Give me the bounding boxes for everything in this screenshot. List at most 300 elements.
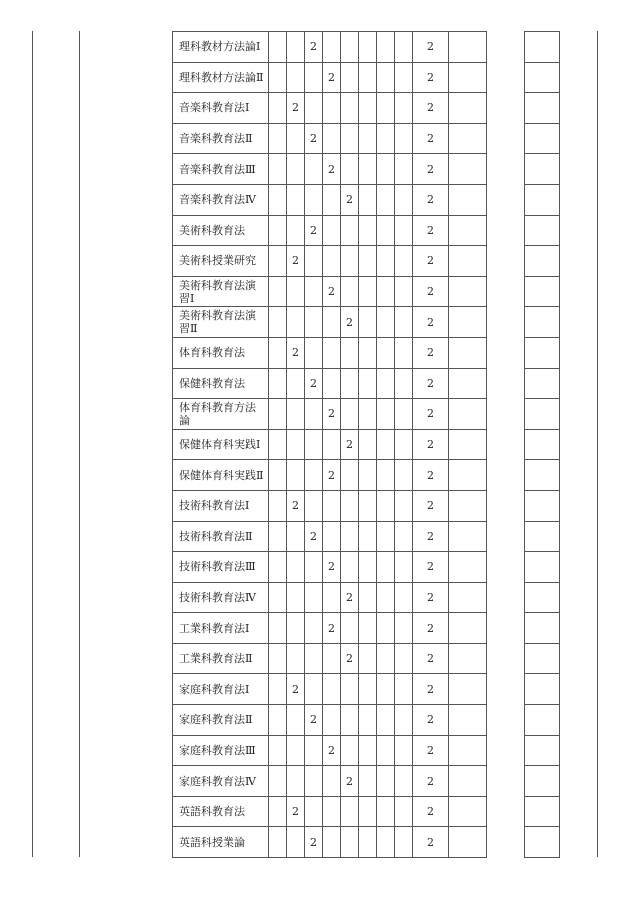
spacer-cell [487,337,525,368]
spacer-cell [487,32,525,63]
empty-cell [359,276,377,307]
last-column-cell [525,307,560,338]
last-column-cell [525,490,560,521]
credits-cell: 2 [413,460,449,491]
credits-cell: 2 [413,429,449,460]
empty-cell [305,490,323,521]
remarks-cell [449,307,487,338]
course-table-body [173,32,560,858]
credits-cell: 2 [413,32,449,63]
last-column-cell [525,215,560,246]
empty-cell [341,215,359,246]
semester-credit-cell: 2 [341,184,359,215]
empty-cell [359,735,377,766]
remarks-cell [449,521,487,552]
semester-credit-cell: 2 [323,399,341,430]
course-name: 技術科教育法Ⅳ [173,582,269,613]
course-name: 工業科教育法Ⅱ [173,643,269,674]
empty-cell [395,123,413,154]
empty-cell [395,521,413,552]
last-column-cell [525,368,560,399]
last-column-cell [525,32,560,63]
course-name: 保健科教育法 [173,368,269,399]
credits-cell: 2 [413,337,449,368]
last-column-cell [525,337,560,368]
empty-cell [305,307,323,338]
empty-cell [395,62,413,93]
semester-credit-cell: 2 [341,643,359,674]
empty-cell [395,32,413,63]
table-row [173,276,560,307]
empty-cell [341,93,359,124]
empty-cell [377,32,395,63]
last-column-cell [525,123,560,154]
empty-cell [359,429,377,460]
empty-cell [341,827,359,858]
empty-cell [395,246,413,277]
course-name: 体育科教育方法論 [173,399,269,430]
empty-cell [269,460,287,491]
course-name: 美術科教育法 [173,215,269,246]
table-row [173,766,560,797]
empty-cell [377,93,395,124]
empty-cell [323,32,341,63]
spacer-cell [487,307,525,338]
empty-cell [287,368,305,399]
empty-cell [359,766,377,797]
semester-credit-cell: 2 [323,460,341,491]
table-row [173,674,560,705]
remarks-cell [449,429,487,460]
spacer-cell [487,399,525,430]
empty-cell [305,643,323,674]
course-name: 英語科教育法 [173,796,269,827]
empty-cell [395,337,413,368]
empty-cell [305,460,323,491]
credits-cell: 2 [413,399,449,430]
credits-cell: 2 [413,368,449,399]
empty-cell [341,337,359,368]
empty-cell [269,674,287,705]
semester-credit-cell: 2 [341,766,359,797]
spacer-cell [487,215,525,246]
remarks-cell [449,215,487,246]
empty-cell [359,521,377,552]
credits-cell: 2 [413,490,449,521]
empty-cell [305,337,323,368]
remarks-cell [449,613,487,644]
empty-cell [359,796,377,827]
last-column-cell [525,154,560,185]
empty-cell [359,215,377,246]
remarks-cell [449,766,487,797]
empty-cell [341,705,359,736]
credits-cell: 2 [413,276,449,307]
empty-cell [305,276,323,307]
empty-cell [377,705,395,736]
last-column-cell [525,62,560,93]
course-name: 音楽科教育法Ⅳ [173,184,269,215]
course-name: 保健体育科実践Ⅱ [173,460,269,491]
empty-cell [269,368,287,399]
empty-cell [359,490,377,521]
empty-cell [359,552,377,583]
empty-cell [359,674,377,705]
empty-cell [269,735,287,766]
empty-cell [287,184,305,215]
table-row [173,521,560,552]
semester-credit-cell: 2 [341,582,359,613]
spacer-cell [487,62,525,93]
course-name: 体育科教育法 [173,337,269,368]
empty-cell [377,643,395,674]
empty-cell [395,399,413,430]
spacer-cell [487,643,525,674]
table-row [173,613,560,644]
empty-cell [377,613,395,644]
credits-cell: 2 [413,796,449,827]
empty-cell [395,184,413,215]
empty-cell [359,184,377,215]
empty-cell [359,399,377,430]
last-column-cell [525,429,560,460]
empty-cell [359,307,377,338]
spacer-cell [487,705,525,736]
empty-cell [323,766,341,797]
empty-cell [395,705,413,736]
empty-cell [395,154,413,185]
last-column-cell [525,827,560,858]
empty-cell [323,705,341,736]
course-name: 理科教材方法論Ⅱ [173,62,269,93]
last-column-cell [525,613,560,644]
empty-cell [323,490,341,521]
credits-cell: 2 [413,705,449,736]
empty-cell [377,766,395,797]
empty-cell [395,460,413,491]
empty-cell [269,123,287,154]
course-name: 理科教材方法論Ⅰ [173,32,269,63]
remarks-cell [449,154,487,185]
course-name: 美術科授業研究 [173,246,269,277]
course-name: 技術科教育法Ⅰ [173,490,269,521]
spacer-cell [487,735,525,766]
remarks-cell [449,123,487,154]
empty-cell [395,766,413,797]
empty-cell [323,123,341,154]
empty-cell [269,766,287,797]
spacer-cell [487,429,525,460]
empty-cell [395,93,413,124]
empty-cell [341,368,359,399]
last-column-cell [525,460,560,491]
credits-cell: 2 [413,827,449,858]
spacer-cell [487,613,525,644]
empty-cell [395,796,413,827]
semester-credit-cell: 2 [305,368,323,399]
empty-cell [287,521,305,552]
empty-cell [287,399,305,430]
table-row [173,246,560,277]
remarks-cell [449,32,487,63]
credits-cell: 2 [413,154,449,185]
remarks-cell [449,827,487,858]
empty-cell [269,490,287,521]
empty-cell [305,184,323,215]
table-row [173,490,560,521]
empty-cell [287,582,305,613]
empty-cell [341,552,359,583]
credits-cell: 2 [413,521,449,552]
empty-cell [305,796,323,827]
empty-cell [377,552,395,583]
remarks-cell [449,62,487,93]
last-column-cell [525,674,560,705]
semester-credit-cell: 2 [323,276,341,307]
course-name: 音楽科教育法Ⅰ [173,93,269,124]
table-row [173,184,560,215]
empty-cell [287,766,305,797]
empty-cell [287,215,305,246]
empty-cell [359,460,377,491]
empty-cell [341,613,359,644]
last-column-cell [525,735,560,766]
semester-credit-cell: 2 [287,337,305,368]
empty-cell [287,552,305,583]
spacer-cell [487,766,525,797]
course-name: 音楽科教育法Ⅲ [173,154,269,185]
table-row [173,582,560,613]
empty-cell [377,460,395,491]
table-row [173,123,560,154]
table-row [173,32,560,63]
semester-credit-cell: 2 [287,246,305,277]
course-table [172,31,560,858]
spacer-cell [487,521,525,552]
credits-cell: 2 [413,674,449,705]
last-column-cell [525,582,560,613]
empty-cell [323,368,341,399]
empty-cell [269,705,287,736]
credits-cell: 2 [413,246,449,277]
empty-cell [305,582,323,613]
empty-cell [305,399,323,430]
empty-cell [287,429,305,460]
semester-credit-cell: 2 [305,827,323,858]
empty-cell [377,215,395,246]
remarks-cell [449,552,487,583]
empty-cell [341,154,359,185]
empty-cell [269,32,287,63]
credits-cell: 2 [413,613,449,644]
empty-cell [323,582,341,613]
table-row [173,337,560,368]
empty-cell [377,521,395,552]
outer-right-border [597,31,598,857]
semester-credit-cell: 2 [323,62,341,93]
empty-cell [395,552,413,583]
empty-cell [395,368,413,399]
empty-cell [305,246,323,277]
empty-cell [269,184,287,215]
spacer-cell [487,552,525,583]
remarks-cell [449,490,487,521]
course-name: 技術科教育法Ⅲ [173,552,269,583]
empty-cell [305,766,323,797]
empty-cell [359,613,377,644]
empty-cell [269,582,287,613]
empty-cell [359,154,377,185]
empty-cell [323,643,341,674]
semester-credit-cell: 2 [305,32,323,63]
empty-cell [269,643,287,674]
empty-cell [269,62,287,93]
semester-credit-cell: 2 [287,674,305,705]
last-column-cell [525,93,560,124]
spacer-cell [487,184,525,215]
empty-cell [323,246,341,277]
spacer-cell [487,796,525,827]
semester-credit-cell: 2 [287,93,305,124]
course-name: 工業科教育法Ⅰ [173,613,269,644]
table-row [173,62,560,93]
credits-cell: 2 [413,643,449,674]
empty-cell [269,827,287,858]
table-row [173,643,560,674]
category-column-divider [79,31,80,857]
empty-cell [269,307,287,338]
empty-cell [377,674,395,705]
empty-cell [395,735,413,766]
empty-cell [377,246,395,277]
remarks-cell [449,643,487,674]
empty-cell [341,276,359,307]
credits-cell: 2 [413,735,449,766]
table-row [173,154,560,185]
empty-cell [377,368,395,399]
semester-credit-cell: 2 [323,552,341,583]
empty-cell [323,674,341,705]
credits-cell: 2 [413,552,449,583]
empty-cell [323,307,341,338]
empty-cell [341,460,359,491]
remarks-cell [449,399,487,430]
empty-cell [305,154,323,185]
last-column-cell [525,521,560,552]
table-row [173,215,560,246]
empty-cell [395,215,413,246]
empty-cell [269,276,287,307]
course-name: 保健体育科実践Ⅰ [173,429,269,460]
empty-cell [395,643,413,674]
course-name: 美術科教育法演習Ⅱ [173,307,269,338]
credits-cell: 2 [413,123,449,154]
empty-cell [323,337,341,368]
empty-cell [341,521,359,552]
semester-credit-cell: 2 [323,154,341,185]
outer-left-border [32,31,33,857]
remarks-cell [449,337,487,368]
semester-credit-cell: 2 [341,429,359,460]
empty-cell [269,613,287,644]
last-column-cell [525,184,560,215]
last-column-cell [525,643,560,674]
empty-cell [377,276,395,307]
empty-cell [305,552,323,583]
empty-cell [287,827,305,858]
last-column-cell [525,276,560,307]
remarks-cell [449,674,487,705]
empty-cell [323,215,341,246]
empty-cell [269,796,287,827]
spacer-cell [487,246,525,277]
empty-cell [341,246,359,277]
semester-credit-cell: 2 [305,215,323,246]
table-row [173,552,560,583]
empty-cell [395,674,413,705]
empty-cell [305,429,323,460]
empty-cell [287,276,305,307]
empty-cell [269,93,287,124]
table-row [173,796,560,827]
credits-cell: 2 [413,766,449,797]
empty-cell [377,582,395,613]
remarks-cell [449,184,487,215]
empty-cell [359,123,377,154]
empty-cell [395,276,413,307]
empty-cell [287,32,305,63]
empty-cell [287,735,305,766]
empty-cell [341,674,359,705]
empty-cell [269,429,287,460]
empty-cell [287,62,305,93]
spacer-cell [487,582,525,613]
course-name: 音楽科教育法Ⅱ [173,123,269,154]
table-row [173,429,560,460]
empty-cell [287,705,305,736]
empty-cell [395,490,413,521]
empty-cell [269,337,287,368]
empty-cell [341,490,359,521]
empty-cell [377,490,395,521]
table-row [173,735,560,766]
semester-credit-cell: 2 [287,490,305,521]
empty-cell [377,827,395,858]
last-column-cell [525,705,560,736]
remarks-cell [449,735,487,766]
empty-cell [287,307,305,338]
table-row [173,399,560,430]
empty-cell [323,429,341,460]
empty-cell [359,827,377,858]
empty-cell [359,32,377,63]
empty-cell [359,337,377,368]
semester-credit-cell: 2 [323,613,341,644]
empty-cell [269,246,287,277]
empty-cell [269,521,287,552]
empty-cell [377,429,395,460]
remarks-cell [449,582,487,613]
empty-cell [395,307,413,338]
empty-cell [287,154,305,185]
empty-cell [377,735,395,766]
remarks-cell [449,246,487,277]
empty-cell [287,613,305,644]
empty-cell [377,399,395,430]
empty-cell [305,735,323,766]
spacer-cell [487,123,525,154]
semester-credit-cell: 2 [305,123,323,154]
